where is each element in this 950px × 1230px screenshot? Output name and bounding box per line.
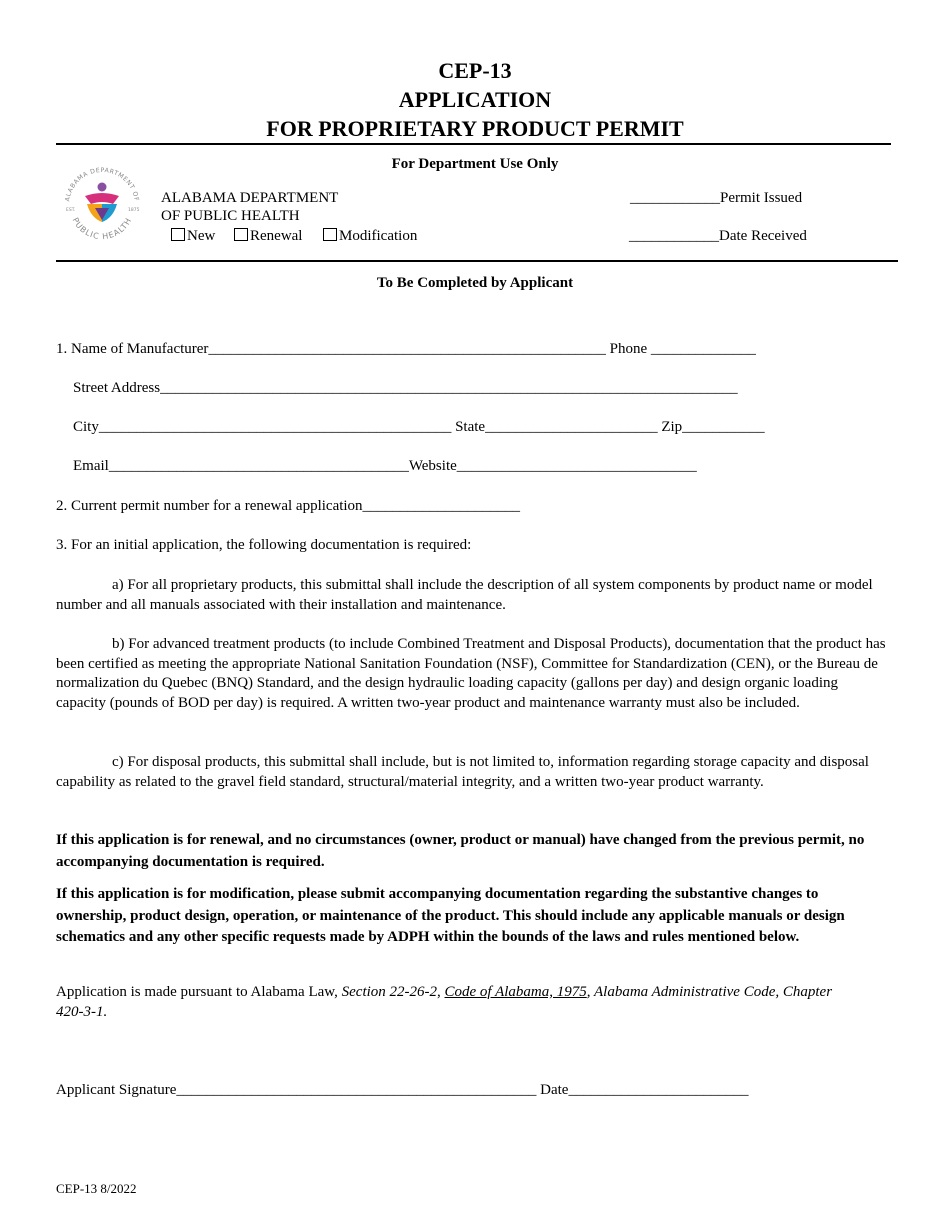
checkbox-modification[interactable] xyxy=(323,228,417,245)
item3-intro: 3. For an initial application, the following documentation is required: xyxy=(56,537,472,553)
item3-c xyxy=(56,753,888,792)
manufacturer-phone-line[interactable]: 1. Name of Manufacturer_____________________________________________________ Phone ______________ xyxy=(56,341,756,357)
section-heading: To Be Completed by Applicant xyxy=(376,275,574,291)
footer-form-version: CEP-13 8/2022 xyxy=(56,1181,137,1196)
title-line2: FOR PROPRIETARY PRODUCT PERMIT xyxy=(266,116,684,141)
seal-year: 1875 xyxy=(128,208,140,213)
checkbox-modification-label: Modification xyxy=(339,228,418,244)
dept-name-line2: OF PUBLIC HEALTH xyxy=(161,208,300,224)
permit-number-line[interactable]: 2. Current permit number for a renewal application_____________________ xyxy=(56,498,521,514)
email-website-line[interactable]: Email________________________________________Website________________________________ xyxy=(73,458,697,474)
adph-seal-logo xyxy=(57,160,147,250)
permit-issued-field[interactable]: ____________Permit Issued xyxy=(630,190,803,206)
law-code: Code of Alabama, 1975 xyxy=(444,984,587,1000)
checkbox-renewal-label: Renewal xyxy=(250,228,303,244)
title-line1: APPLICATION xyxy=(398,87,552,112)
item3-a-text: a) For all proprietary products, this submittal shall include the description of all system components by product name or model number and all manuals associated with their installation and maintenance. xyxy=(56,577,873,613)
city-state-zip-line[interactable]: City_______________________________________________ State_______________________ Zip___________ xyxy=(73,419,765,435)
checkbox-renewal-box[interactable] xyxy=(234,228,248,241)
renewal-note: If this application is for renewal, and no circumstances (owner, product or manual) have changed from the previous permit, no accompanying documentation is required. xyxy=(56,832,865,870)
seal-text-top: ALABAMA DEPARTMENT OF xyxy=(64,166,140,202)
title-rule xyxy=(56,143,891,145)
item3-b xyxy=(56,635,888,713)
checkbox-new[interactable] xyxy=(171,228,215,245)
street-address-line[interactable]: Street Address_____________________________________________________________________________ xyxy=(73,380,738,396)
date-received-field[interactable]: ____________Date Received xyxy=(629,228,807,244)
modification-note: If this application is for modification, please submit accompanying documentation regarding the substantive changes to ownership, product design, operation, or maintenance of the product. This should include any applicable manuals or design schematics and any other specific requests made by ADPH within the bounds of the laws and rules mentioned below. xyxy=(56,886,845,945)
checkbox-new-box[interactable] xyxy=(171,228,185,241)
dept-use-label: For Department Use Only xyxy=(391,156,559,172)
law-sep2: , xyxy=(586,984,594,1000)
form-code: CEP-13 xyxy=(438,58,512,83)
law-section: Section 22-26-2 xyxy=(341,984,438,1000)
law-statement xyxy=(56,983,856,1022)
law-admin: Alabama Administrative Code, Chapter 420-3-1. xyxy=(56,984,833,1020)
item3-c-text: c) For disposal products, this submittal shall include, but is not limited to, information regarding storage capacity and disposal capability as related to the gravel field standard, structural/material integrity, and a written two-year product warranty. xyxy=(56,754,869,790)
checkbox-modification-box[interactable] xyxy=(323,228,337,241)
dept-section-rule xyxy=(56,260,898,262)
dept-name-line1: ALABAMA DEPARTMENT xyxy=(161,190,339,206)
item3-b-text: b) For advanced treatment products (to include Combined Treatment and Disposal Products), documentation that the product has been certified as meeting the appropriate National Sanitation Foundation (NSF), Committee for Standardization (CEN), or the Bureau de normalization du Quebec (BNQ) Standard, and the design hydraulic loading capacity (gallons per day) and design organic loading capacity (pounds of BOD per day) is required. A written two-year product and maintenance warranty must also be included. xyxy=(56,636,886,711)
checkbox-renewal[interactable] xyxy=(234,228,302,245)
seal-text-bottom: PUBLIC HEALTH xyxy=(70,216,134,242)
item3-a xyxy=(56,576,888,615)
seal-est: EST. xyxy=(66,208,76,213)
law-prefix: Application is made pursuant to Alabama Law, xyxy=(56,984,342,1000)
checkbox-new-label: New xyxy=(187,228,216,244)
law-sep1: , xyxy=(437,984,445,1000)
signature-date-line[interactable]: Applicant Signature________________________________________________ Date________________________ xyxy=(56,1082,749,1098)
